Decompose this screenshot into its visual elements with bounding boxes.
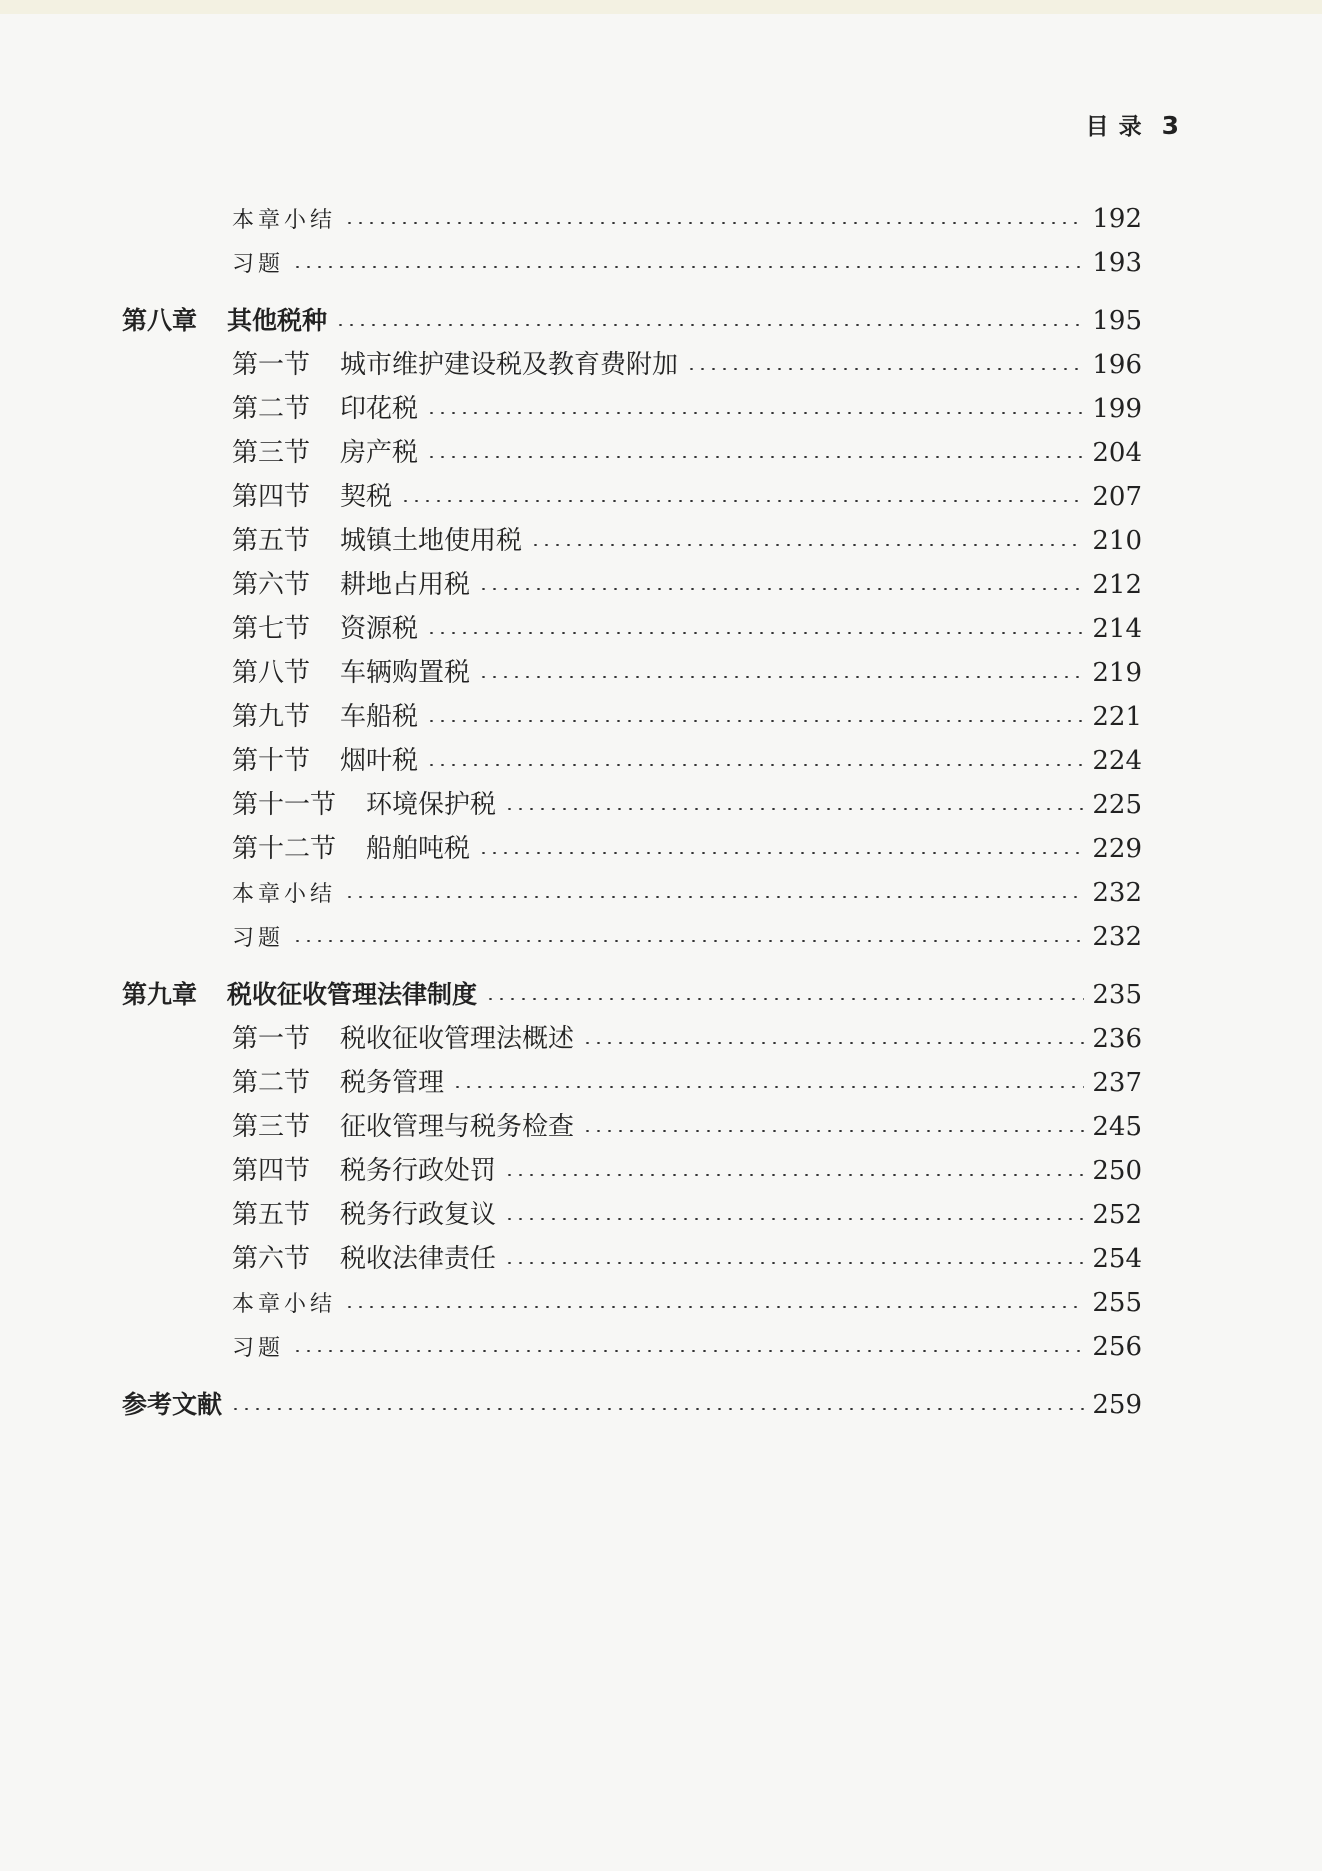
toc-section-row xyxy=(232,789,1142,821)
toc-page-number: 214 xyxy=(1092,614,1142,644)
dot-leader xyxy=(478,852,1084,854)
running-header xyxy=(1086,108,1180,141)
dot-leader xyxy=(344,222,1084,224)
toc-entry-number: 第三节 xyxy=(232,1112,311,1142)
toc-page-number: 193 xyxy=(1092,248,1142,278)
toc-section-row xyxy=(232,1023,1142,1055)
toc-entry-title: 车船税 xyxy=(340,702,419,732)
dot-leader xyxy=(292,940,1084,942)
dot-leader xyxy=(504,808,1084,810)
toc-entry-number: 第四节 xyxy=(232,1156,311,1186)
toc-entry-title: 烟叶税 xyxy=(340,746,419,776)
toc-section-row xyxy=(232,525,1142,557)
toc-entry-title: 印花税 xyxy=(340,394,419,424)
toc-entry-title: 耕地占用税 xyxy=(340,570,471,600)
toc-entry-number: 第一节 xyxy=(232,1024,311,1054)
toc-page-number: 204 xyxy=(1092,438,1142,468)
dot-leader xyxy=(335,324,1084,326)
dot-leader xyxy=(292,266,1084,268)
toc-sub-row xyxy=(232,1331,1142,1363)
toc-sub-row xyxy=(232,921,1142,953)
toc-sub-row xyxy=(232,1287,1142,1319)
toc-entry-title: 参考文献 xyxy=(122,1390,223,1419)
toc-entry-title: 城市维护建设税及教育费附加 xyxy=(340,350,679,380)
dot-leader xyxy=(485,998,1084,1000)
toc-section-row xyxy=(232,833,1142,865)
toc-page-number: 221 xyxy=(1092,702,1142,732)
toc-section-row xyxy=(232,701,1142,733)
dot-leader xyxy=(400,500,1084,502)
toc-entry-number: 第五节 xyxy=(232,1200,311,1230)
toc-entry-number: 第十一节 xyxy=(232,790,337,820)
dot-leader xyxy=(478,588,1084,590)
toc-page-number: 229 xyxy=(1092,834,1142,864)
toc-sub-row xyxy=(232,247,1142,279)
dot-leader xyxy=(292,1350,1084,1352)
toc-entry-number: 第二节 xyxy=(232,394,311,424)
toc-page-number: 199 xyxy=(1092,394,1142,424)
toc-section-row xyxy=(232,613,1142,645)
toc-section-row xyxy=(232,1067,1142,1099)
toc-entry-title: 税务行政复议 xyxy=(340,1200,497,1230)
toc-page-number: 255 xyxy=(1092,1288,1142,1318)
dot-leader xyxy=(344,1306,1084,1308)
dot-leader xyxy=(504,1174,1084,1176)
toc-section-row xyxy=(232,393,1142,425)
toc-section-row xyxy=(232,1155,1142,1187)
dot-leader xyxy=(504,1218,1084,1220)
toc-entry-title: 资源税 xyxy=(340,614,419,644)
toc-entry-title: 房产税 xyxy=(340,438,419,468)
toc-chapter-row xyxy=(122,1389,1142,1421)
toc-section-row xyxy=(232,569,1142,601)
toc-page-number: 236 xyxy=(1092,1024,1142,1054)
toc-chapter-row xyxy=(122,305,1142,337)
toc-section-row xyxy=(232,349,1142,381)
toc-entry-number: 第二节 xyxy=(232,1068,311,1098)
toc-entry-title: 车辆购置税 xyxy=(340,658,471,688)
dot-leader xyxy=(582,1042,1084,1044)
dot-leader xyxy=(230,1408,1084,1410)
toc-page-number: 235 xyxy=(1092,980,1142,1010)
toc-sub-row xyxy=(232,877,1142,909)
toc-entry-number: 第九章 xyxy=(122,980,198,1009)
toc-entry-number: 第六节 xyxy=(232,1244,311,1274)
toc-page-number: 195 xyxy=(1092,306,1142,336)
toc-page-number: 232 xyxy=(1092,922,1142,952)
toc-section-row xyxy=(232,1199,1142,1231)
dot-leader xyxy=(530,544,1084,546)
toc-entry-number: 第五节 xyxy=(232,526,311,556)
toc-section-row xyxy=(232,437,1142,469)
toc-entry-title: 税收征收管理法律制度 xyxy=(227,980,478,1009)
toc-entry-title: 习题 xyxy=(232,1336,285,1361)
dot-leader xyxy=(686,368,1084,370)
toc-entry-title: 船舶吨税 xyxy=(366,834,471,864)
page-top-edge xyxy=(0,0,1322,14)
toc-page-number: 219 xyxy=(1092,658,1142,688)
toc-entry-number: 第八节 xyxy=(232,658,311,688)
dot-leader xyxy=(452,1086,1084,1088)
toc-entry-title: 本章小结 xyxy=(232,208,337,233)
toc-page-number: 237 xyxy=(1092,1068,1142,1098)
toc-entry-title: 本章小结 xyxy=(232,1292,337,1317)
toc-section-row xyxy=(232,1111,1142,1143)
dot-leader xyxy=(426,764,1084,766)
dot-leader xyxy=(426,412,1084,414)
toc-page-number: 207 xyxy=(1092,482,1142,512)
dot-leader xyxy=(344,896,1084,898)
toc-entry-title: 习题 xyxy=(232,252,285,277)
toc-sub-row xyxy=(232,203,1142,235)
toc-page-number: 256 xyxy=(1092,1332,1142,1362)
toc-page-number: 212 xyxy=(1092,570,1142,600)
toc-entry-number: 第十二节 xyxy=(232,834,337,864)
toc-entry-title: 本章小结 xyxy=(232,882,337,907)
toc-page-number: 192 xyxy=(1092,204,1142,234)
toc-section-row xyxy=(232,745,1142,777)
toc-section-row xyxy=(232,1243,1142,1275)
toc-page-number: 254 xyxy=(1092,1244,1142,1274)
toc-page-number: 259 xyxy=(1092,1390,1142,1420)
toc-entry-title: 其他税种 xyxy=(227,306,328,335)
toc-page-number: 250 xyxy=(1092,1156,1142,1186)
toc-entry-number: 第一节 xyxy=(232,350,311,380)
toc-page-number: 225 xyxy=(1092,790,1142,820)
toc-entry-title: 征收管理与税务检查 xyxy=(340,1112,575,1142)
toc-section-row xyxy=(232,481,1142,513)
toc-entry-title: 税务管理 xyxy=(340,1068,445,1098)
toc-section-row xyxy=(232,657,1142,689)
running-header-title: 目 录 xyxy=(1085,114,1143,140)
toc-entry-title: 税收征收管理法概述 xyxy=(340,1024,575,1054)
toc-entry-number: 第七节 xyxy=(232,614,311,644)
toc-page-number: 196 xyxy=(1092,350,1142,380)
toc-entry-number: 第六节 xyxy=(232,570,311,600)
toc-page-number: 252 xyxy=(1092,1200,1142,1230)
toc-entry-title: 契税 xyxy=(340,482,393,512)
running-header-page-number: 3 xyxy=(1161,111,1180,140)
toc-chapter-row xyxy=(122,979,1142,1011)
toc-page-number: 232 xyxy=(1092,878,1142,908)
dot-leader xyxy=(478,676,1084,678)
toc-entry-number: 第三节 xyxy=(232,438,311,468)
toc-entry-title: 环境保护税 xyxy=(366,790,497,820)
dot-leader xyxy=(426,720,1084,722)
toc-page-number: 245 xyxy=(1092,1112,1142,1142)
dot-leader xyxy=(504,1262,1084,1264)
toc-entry-title: 城镇土地使用税 xyxy=(340,526,523,556)
toc-entry-title: 习题 xyxy=(232,926,285,951)
dot-leader xyxy=(426,632,1084,634)
dot-leader xyxy=(582,1130,1084,1132)
toc-entry-title: 税收法律责任 xyxy=(340,1244,497,1274)
toc-page-number: 210 xyxy=(1092,526,1142,556)
toc-entry-number: 第十节 xyxy=(232,746,311,776)
toc-page-number: 224 xyxy=(1092,746,1142,776)
toc-entry-number: 第九节 xyxy=(232,702,311,732)
toc-entry-title: 税务行政处罚 xyxy=(340,1156,497,1186)
dot-leader xyxy=(426,456,1084,458)
toc-entry-number: 第四节 xyxy=(232,482,311,512)
toc-entry-number: 第八章 xyxy=(122,306,198,335)
